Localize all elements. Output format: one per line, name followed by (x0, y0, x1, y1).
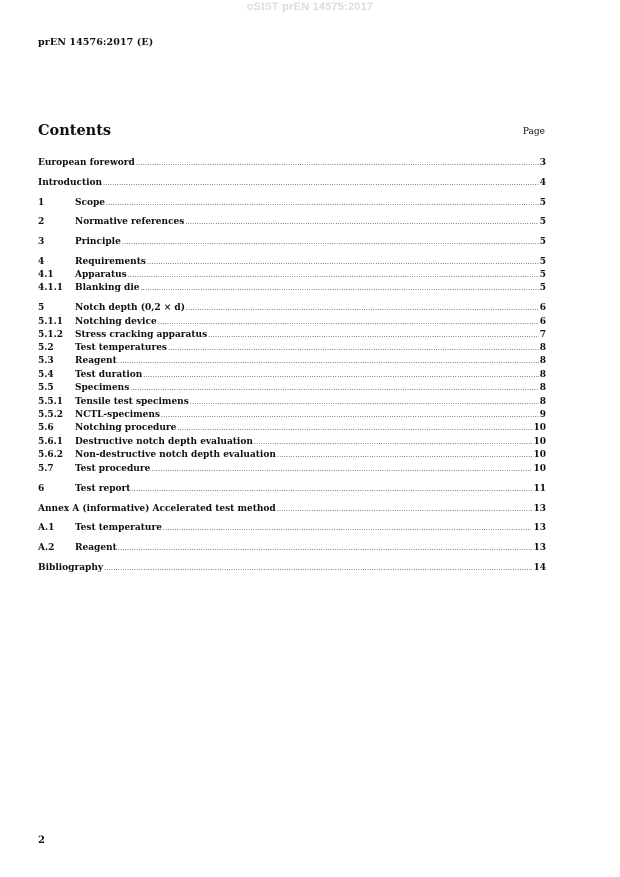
dot-leader (277, 449, 533, 462)
toc-entry-title: Specimens (75, 383, 130, 393)
dot-leader (254, 436, 533, 449)
contents-heading: Contents (38, 122, 112, 139)
toc-entry-title: Test report (75, 484, 131, 494)
dot-leader (118, 542, 533, 555)
dot-leader (106, 197, 539, 210)
dot-leader (103, 177, 539, 190)
dot-leader (185, 216, 538, 229)
toc-entry-number: 5.1.1 (38, 317, 64, 327)
toc-entry[interactable] (38, 236, 546, 249)
toc-entry-page: 6 (539, 303, 546, 313)
toc-entry-title: Principle (75, 237, 121, 247)
toc-entry-page: 7 (539, 330, 546, 340)
toc-entry-number: 5.2 (38, 343, 54, 353)
toc-entry-title: Annex A (informative) Accelerated test method (38, 504, 276, 514)
toc-entry-page: 8 (539, 356, 546, 366)
toc-entry-title: Introduction (38, 178, 103, 188)
toc-entry[interactable] (38, 396, 546, 409)
dot-leader (177, 422, 532, 435)
dot-leader (136, 157, 539, 170)
toc-entry-title: Requirements (75, 257, 146, 267)
toc-entry-title: Test duration (75, 370, 143, 380)
toc-entry-page: 5 (539, 283, 546, 293)
toc-entry[interactable] (38, 342, 546, 355)
toc-entry-number: 5.1.2 (38, 330, 64, 340)
toc-entry-number: 5.5.1 (38, 397, 64, 407)
toc-entry-page: 14 (533, 563, 546, 573)
toc-entry-number: A.2 (38, 543, 55, 553)
dot-leader (118, 355, 539, 368)
toc-entry[interactable] (38, 483, 546, 496)
toc-entry-title: Reagent (75, 543, 117, 553)
toc-entry-page: 6 (539, 317, 546, 327)
toc-entry-page: 8 (539, 397, 546, 407)
toc-entry-title: Test temperatures (75, 343, 167, 353)
toc-entry-page: 5 (539, 257, 546, 267)
toc-entry-title: Test temperature (75, 523, 162, 533)
page-number: 2 (38, 835, 45, 846)
toc-entry[interactable] (38, 355, 546, 368)
dot-leader (277, 503, 533, 516)
toc-entry[interactable] (38, 436, 546, 449)
toc-entry[interactable] (38, 177, 546, 190)
toc-entry[interactable] (38, 503, 546, 516)
toc-entry-number: 3 (38, 237, 45, 247)
toc-entry-title: Tensile test specimens (75, 397, 189, 407)
toc-entry[interactable] (38, 282, 546, 295)
toc-entry-title: Apparatus (75, 270, 127, 280)
toc-entry-page: 3 (539, 158, 546, 168)
toc-entry-number: 5.4 (38, 370, 54, 380)
dot-leader (128, 269, 539, 282)
dot-leader (122, 236, 539, 249)
toc-entry-number: 5 (38, 303, 45, 313)
toc-entry[interactable] (38, 522, 546, 535)
toc-entry[interactable] (38, 369, 546, 382)
dot-leader (131, 483, 532, 496)
toc-entry-number: 5.6.1 (38, 437, 64, 447)
toc-entry-title: Reagent (75, 356, 117, 366)
toc-entry-page: 5 (539, 217, 546, 227)
page-column-label: Page (522, 127, 545, 137)
toc-entry-title: Normative references (75, 217, 185, 227)
toc-entry[interactable] (38, 382, 546, 395)
toc-entry[interactable] (38, 157, 546, 170)
toc-entry-page: 13 (533, 523, 546, 533)
dot-leader (158, 316, 539, 329)
toc-entry[interactable] (38, 542, 546, 555)
toc-entry-number: 5.5 (38, 383, 54, 393)
dot-leader (151, 463, 532, 476)
toc-entry-page: 5 (539, 198, 546, 208)
toc-entry[interactable] (38, 302, 546, 315)
toc-entry-page: 10 (533, 423, 546, 433)
toc-entry-page: 8 (539, 383, 546, 393)
dot-leader (190, 396, 539, 409)
dot-leader (147, 256, 539, 269)
dot-leader (186, 302, 539, 315)
toc-entry-number: 5.6.2 (38, 450, 64, 460)
toc-entry-page: 10 (533, 464, 546, 474)
dot-leader (140, 282, 538, 295)
toc-entry-number: 5.6 (38, 423, 54, 433)
dot-leader (161, 409, 539, 422)
document-id: prEN 14576:2017 (E) (38, 37, 154, 48)
toc-entry-number: 1 (38, 198, 45, 208)
toc-entry-title: Stress cracking apparatus (75, 330, 208, 340)
toc-entry-title: Test procedure (75, 464, 151, 474)
dot-leader (208, 329, 539, 342)
toc-entry-page: 13 (533, 504, 546, 514)
toc-entry-title: NCTL-specimens (75, 410, 160, 420)
toc-entry[interactable] (38, 269, 546, 282)
dot-leader (143, 369, 538, 382)
toc-entry[interactable] (38, 316, 546, 329)
toc-entry-page: 5 (539, 270, 546, 280)
toc-entry-number: 4 (38, 257, 45, 267)
toc-entry-number: 4.1 (38, 270, 54, 280)
toc-entry-title: Scope (75, 198, 106, 208)
toc-entry[interactable] (38, 256, 546, 269)
watermark: oSIST prEN 14575:2017 (246, 1, 374, 13)
toc-entry-page: 8 (539, 370, 546, 380)
toc-entry-number: 4.1.1 (38, 283, 64, 293)
toc-entry[interactable] (38, 216, 546, 229)
toc-entry-title: Destructive notch depth evaluation (75, 437, 253, 447)
toc-entry-number: A.1 (38, 523, 55, 533)
toc-entry[interactable] (38, 463, 546, 476)
toc-entry-number: 5.3 (38, 356, 54, 366)
toc-entry[interactable] (38, 409, 546, 422)
toc-entry-page: 10 (533, 450, 546, 460)
toc-entry[interactable] (38, 197, 546, 210)
toc-entry-number: 5.5.2 (38, 410, 64, 420)
toc-entry-number: 2 (38, 217, 45, 227)
toc-entry-page: 9 (539, 410, 546, 420)
toc-entry-page: 4 (539, 178, 546, 188)
toc-entry-number: 5.7 (38, 464, 54, 474)
toc-entry-title: Notching procedure (75, 423, 177, 433)
toc-entry-page: 13 (533, 543, 546, 553)
toc-entry-title: Notch depth (0,2 × d) (75, 303, 185, 313)
toc-entry-title: Bibliography (38, 563, 104, 573)
dot-leader (130, 382, 538, 395)
dot-leader (168, 342, 539, 355)
toc-entry-page: 11 (533, 484, 546, 494)
toc-entry[interactable] (38, 422, 546, 435)
toc-entry-title: European foreword (38, 158, 135, 168)
toc-entry-title: Notching device (75, 317, 157, 327)
toc-entry[interactable] (38, 562, 546, 575)
toc-entry[interactable] (38, 449, 546, 462)
toc-entry-page: 5 (539, 237, 546, 247)
dot-leader (104, 562, 532, 575)
toc-entry-page: 8 (539, 343, 546, 353)
toc-entry-title: Blanking die (75, 283, 140, 293)
dot-leader (163, 522, 533, 535)
toc-entry-page: 10 (533, 437, 546, 447)
toc-entry-number: 6 (38, 484, 45, 494)
toc-entry[interactable] (38, 329, 546, 342)
toc-entry-title: Non-destructive notch depth evaluation (75, 450, 276, 460)
